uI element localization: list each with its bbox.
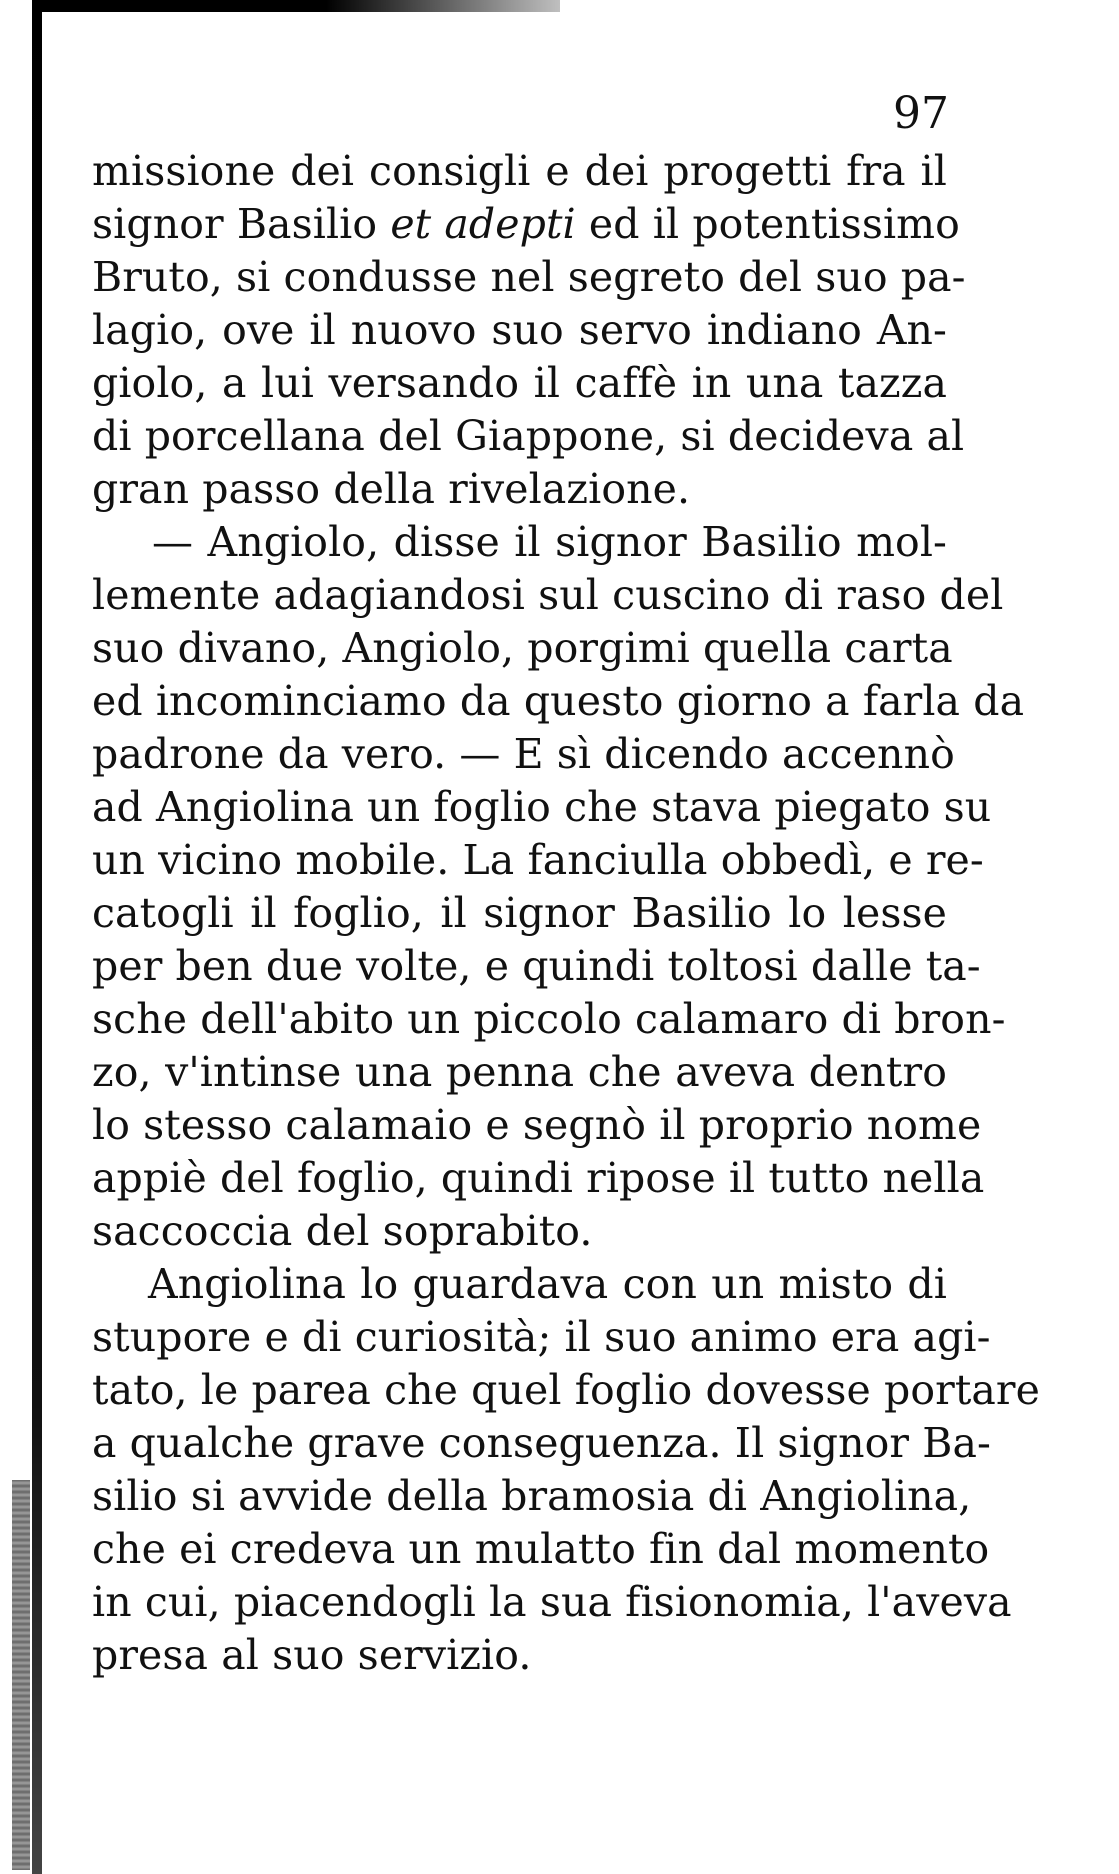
text-line: lo stesso calamaio e segnò il proprio nome <box>92 1101 982 1149</box>
text-line: tato, le parea che quel foglio dovesse portare <box>92 1366 1040 1414</box>
text-segment: signor Basilio <box>92 200 378 248</box>
text-line: appiè del foglio, quindi ripose il tutto nella <box>92 1154 985 1202</box>
body-text <box>92 145 1040 1682</box>
text-line: — Angiolo, disse il signor Basilio mol- <box>152 518 947 566</box>
text-line: padrone da vero. — E sì dicendo accennò <box>92 730 955 778</box>
text-line: missione dei consigli e dei progetti fra il <box>92 147 947 195</box>
text-line: catogli il foglio, il signor Basilio lo lesse <box>92 889 947 937</box>
page-number: 97 <box>893 88 949 139</box>
text-line: Angiolina lo guardava con un misto di <box>148 1260 947 1308</box>
text-line: sche dell'abito un piccolo calamaro di bron- <box>92 995 1006 1043</box>
page-edge-left <box>32 0 42 1874</box>
text-line: stupore e di curiosità; il suo animo era agi- <box>92 1313 991 1361</box>
text-line: un vicino mobile. La fanciulla obbedì, e re- <box>92 836 984 884</box>
text-line: suo divano, Angiolo, porgimi quella carta <box>92 624 953 672</box>
text-line: giolo, a lui versando il caffè in una tazza <box>92 359 947 407</box>
text-line: saccoccia del soprabito. <box>92 1207 593 1255</box>
text-line: zo, v'intinse una penna che aveva dentro <box>92 1048 947 1096</box>
text-line: per ben due volte, e quindi toltosi dalle ta- <box>92 942 981 990</box>
text-line: di porcellana del Giappone, si decideva al <box>92 412 965 460</box>
text-segment: ed il potentissimo <box>588 200 960 248</box>
text-line: Bruto, si condusse nel segreto del suo pa- <box>92 253 966 301</box>
text-line <box>92 198 960 251</box>
text-line: ad Angiolina un foglio che stava piegato su <box>92 783 992 831</box>
italic-phrase: et adepti <box>390 200 576 248</box>
text-line: gran passo della rivelazione. <box>92 465 691 513</box>
text-line: lemente adagiandosi sul cuscino di raso del <box>92 571 1004 619</box>
text-line: silio si avvide della bramosia di Angiolina, <box>92 1472 972 1520</box>
page-edge-top <box>40 0 560 12</box>
text-line: ed incominciamo da questo giorno a farla da <box>92 677 1025 725</box>
text-line: lagio, ove il nuovo suo servo indiano An- <box>92 306 947 354</box>
text-line: a qualche grave conseguenza. Il signor Ba- <box>92 1419 991 1467</box>
text-line: presa al suo servizio. <box>92 1631 532 1679</box>
text-line: in cui, piacendogli la sua fisionomia, l'aveva <box>92 1578 1012 1626</box>
text-line: che ei credeva un mulatto fin dal momento <box>92 1525 990 1573</box>
